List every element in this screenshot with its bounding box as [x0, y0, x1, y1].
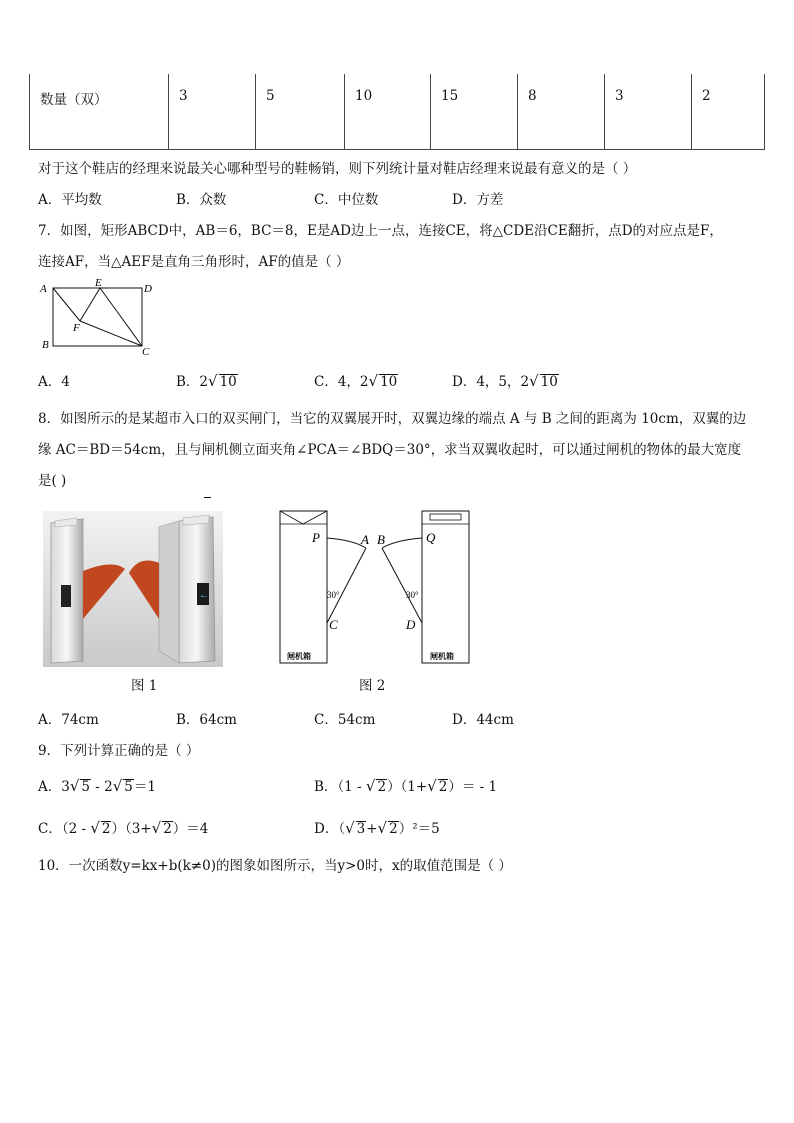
q8-line1: 8．如图所示的是某超市入口的双买闸门，当它的双翼展开时，双翼边缘的端点 A 与 B 之间的距离为 10cm，双翼的边: [38, 411, 747, 427]
divider-mark: [204, 497, 211, 498]
arrow-left-icon: ←: [199, 590, 209, 601]
label-b: B: [42, 339, 49, 351]
fig2-caption: 图 2: [359, 678, 386, 694]
table-cell: 10: [345, 74, 431, 150]
q8-line3: 是( ): [38, 473, 67, 489]
label-c: C: [142, 346, 150, 358]
q8-line2: 缘 AC＝BD＝54cm，且与闸机侧立面夹角∠PCA＝∠BDQ＝30°，求当双翼收起时，可以通过闸机的物体的最大宽度: [38, 442, 742, 458]
q6-text: 对于这个鞋店的经理来说最关心哪种型号的鞋畅销，则下列统计量对鞋店经理来说最有意义的是（ ）: [38, 161, 637, 177]
label-a: A: [361, 532, 369, 547]
q8-option-a: A．74cm: [38, 712, 99, 728]
label-d: D: [406, 617, 416, 632]
q6-option-b: B．众数: [176, 192, 227, 208]
q8-option-c: C．54cm: [314, 712, 376, 728]
q7-option-d: D．4，5，2√ 10: [452, 372, 558, 390]
label-c: C: [329, 617, 338, 632]
q7-line2: 连接AF，当△AEF是直角三角形时，AF的值是（ ）: [38, 254, 350, 270]
label-f: F: [73, 322, 80, 334]
q10-text: 10．一次函数y=kx+b(k≠0)的图象如图所示，当y>0时，x的取值范围是（ ）: [38, 858, 512, 874]
label-e: E: [95, 278, 102, 289]
q9-text: 9．下列计算正确的是（ ）: [38, 743, 200, 759]
turnstile-photo: [43, 511, 223, 667]
label-d: D: [144, 283, 152, 295]
table-cell: 3: [169, 74, 256, 150]
q7-option-c: C．4，2√ 10: [314, 372, 398, 390]
q6-option-a: A．平均数: [38, 192, 102, 208]
q8-option-b: B．64cm: [176, 712, 237, 728]
label-q: Q: [426, 530, 436, 545]
fig1-caption: 图 1: [131, 678, 158, 694]
q6-option-c: C．中位数: [314, 192, 379, 208]
q7-option-a: A．4: [38, 374, 70, 390]
q9-option-a: A．3√ 5 - 2√ 5＝1: [38, 777, 156, 795]
q6-option-d: D．方差: [452, 192, 504, 208]
gate-box-label-right: 闸机箱: [430, 652, 454, 661]
angle-label-left: 30°: [327, 590, 340, 600]
label-b: B: [377, 532, 385, 547]
q7-line1: 7．如图，矩形ABCD中，AB＝6，BC＝8，E是AD边上一点，连接CE，将△CDE沿CE翻折，点D的对应点是F，: [38, 223, 723, 239]
table-cell: 3: [605, 74, 692, 150]
table-cell: 8: [518, 74, 605, 150]
label-a: A: [40, 283, 47, 295]
table-cell: 15: [431, 74, 518, 150]
q8-option-d: D．44cm: [452, 712, 514, 728]
angle-label-right: 30°: [406, 590, 419, 600]
q9-option-b: B．（1 - √ 2）（1+√ 2）＝ - 1: [314, 777, 498, 795]
table-cell: 5: [256, 74, 345, 150]
q9-option-c: C．（2 - √ 2）（3+√ 2）＝4: [38, 819, 209, 837]
table-cell: 2: [692, 74, 765, 150]
q9-option-d: D．（√ 3+√ 2）²＝5: [314, 819, 440, 837]
frequency-table: [29, 74, 765, 150]
q7-rectangle-figure: [34, 278, 159, 358]
table-row: [30, 74, 765, 150]
gate-diagram: [275, 508, 475, 668]
q7-option-b: B．2√ 10: [176, 372, 237, 390]
gate-box-label-left: 闸机箱: [287, 652, 311, 661]
label-p: P: [312, 530, 320, 545]
table-header-cell: 数量（双）: [30, 74, 169, 150]
